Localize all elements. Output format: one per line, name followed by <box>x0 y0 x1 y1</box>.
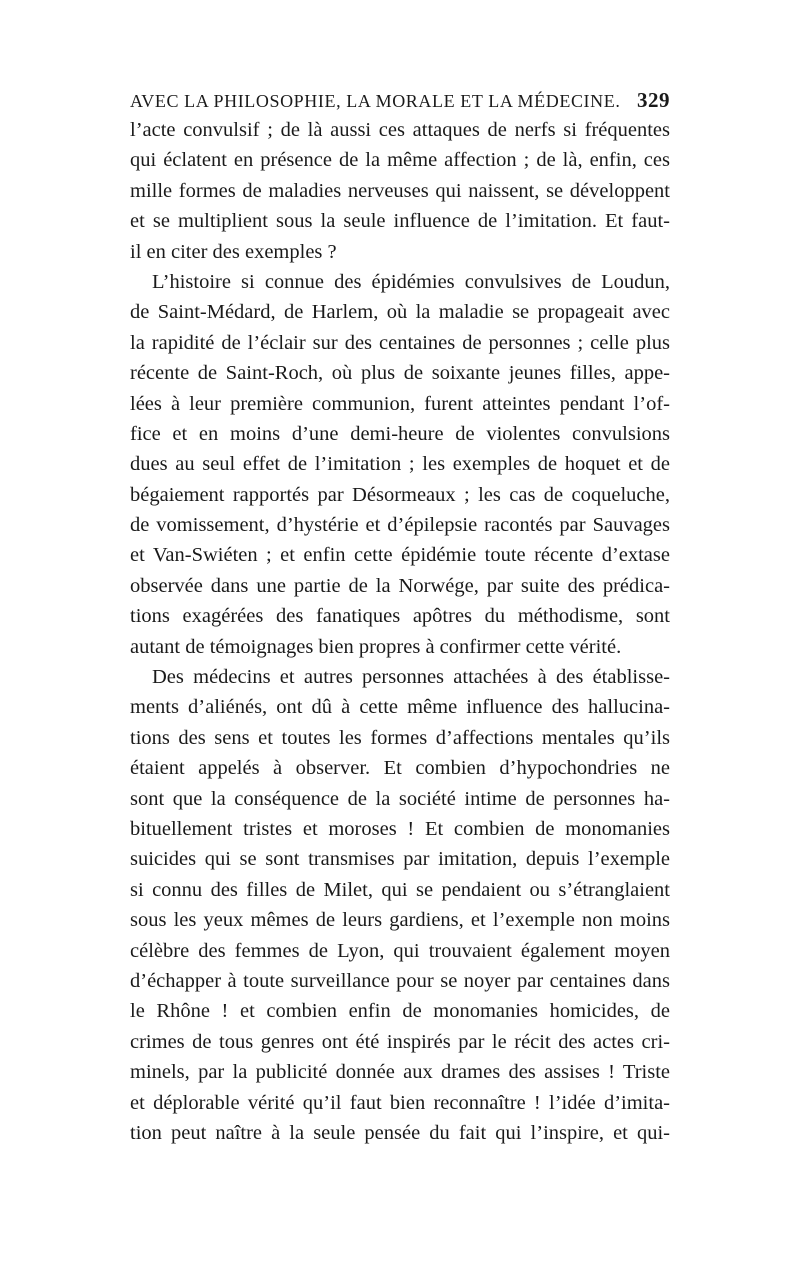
text-line: Des médecins et autres personnes attachées à des établisse- <box>152 666 670 689</box>
text-line: observée dans une partie de la Norwége, par suite des prédica- <box>130 574 670 597</box>
text-line: étaient appelés à observer. Et combien d’hypochondries ne <box>130 757 670 780</box>
body-text <box>130 115 670 1148</box>
text-line: dues au seul effet de l’imitation ; les exemples de hoquet et de <box>130 453 670 476</box>
text-line: et déplorable vérité qu’il faut bien reconnaître ! l’idée d’imita- <box>130 1091 670 1114</box>
running-title: AVEC LA PHILOSOPHIE, LA MORALE ET LA MÉDECINE. <box>130 91 621 111</box>
running-head <box>130 88 670 113</box>
text-line: et Van-Swiéten ; et enfin cette épidémie toute récente d’extase <box>130 544 670 567</box>
text-line: lées à leur première communion, furent atteintes pendant l’of- <box>130 392 670 415</box>
text-line: bégaiement rapportés par Désormeaux ; les cas de coqueluche, <box>130 483 670 506</box>
text-line: tions exagérées des fanatiques apôtres du méthodisme, sont <box>130 605 670 628</box>
text-line: d’échapper à toute surveillance pour se noyer par centaines dans <box>130 969 670 992</box>
text-line: si connu des filles de Milet, qui se pendaient ou s’étranglaient <box>130 878 670 901</box>
text-line: tion peut naître à la seule pensée du fait qui l’inspire, et qui- <box>130 1121 670 1144</box>
text-line: le Rhône ! et combien enfin de monomanies homicides, de <box>130 1000 670 1023</box>
text-line: de Saint-Médard, de Harlem, où la maladie se propageait avec <box>130 301 670 324</box>
text-line: fice et en moins d’une demi-heure de violentes convulsions <box>130 422 670 445</box>
paragraph <box>130 115 670 267</box>
text-line: il en citer des exemples ? <box>130 240 337 263</box>
text-line: sont que la conséquence de la société intime de personnes ha- <box>130 787 670 810</box>
text-line: crimes de tous genres ont été inspirés par le récit des actes cri- <box>130 1030 670 1053</box>
paragraph <box>130 662 670 1148</box>
text-line: de vomissement, d’hystérie et d’épilepsie racontés par Sauvages <box>130 514 670 537</box>
text-line: L’histoire si connue des épidémies convulsives de Loudun, <box>152 270 670 293</box>
page-number: 329 <box>637 88 670 112</box>
text-line: bituellement tristes et moroses ! Et combien de monomanies <box>130 817 670 840</box>
text-line: minels, par la publicité donnée aux drames des assises ! Triste <box>130 1061 670 1084</box>
text-line: récente de Saint-Roch, où plus de soixante jeunes filles, appe- <box>130 362 670 385</box>
text-line: l’acte convulsif ; de là aussi ces attaques de nerfs si fréquentes <box>130 119 670 141</box>
text-line: mille formes de maladies nerveuses qui naissent, se développent <box>130 179 670 202</box>
text-line: autant de témoignages bien propres à confirmer cette vérité. <box>130 635 622 658</box>
book-page <box>130 88 670 1148</box>
text-line: sous les yeux mêmes de leurs gardiens, et l’exemple non moins <box>130 909 670 932</box>
text-line: tions des sens et toutes les formes d’affections mentales qu’ils <box>130 726 670 749</box>
paragraph <box>130 267 670 662</box>
text-line: la rapidité de l’éclair sur des centaines de personnes ; celle plus <box>130 331 670 354</box>
text-line: suicides qui se sont transmises par imitation, depuis l’exemple <box>130 848 670 871</box>
text-line: ments d’aliénés, ont dû à cette même influence des hallucina- <box>130 696 670 719</box>
text-line: célèbre des femmes de Lyon, qui trouvaient également moyen <box>130 939 670 962</box>
text-line: qui éclatent en présence de la même affection ; de là, enfin, ces <box>130 149 670 172</box>
text-line: et se multiplient sous la seule influence de l’imitation. Et faut- <box>130 210 670 233</box>
